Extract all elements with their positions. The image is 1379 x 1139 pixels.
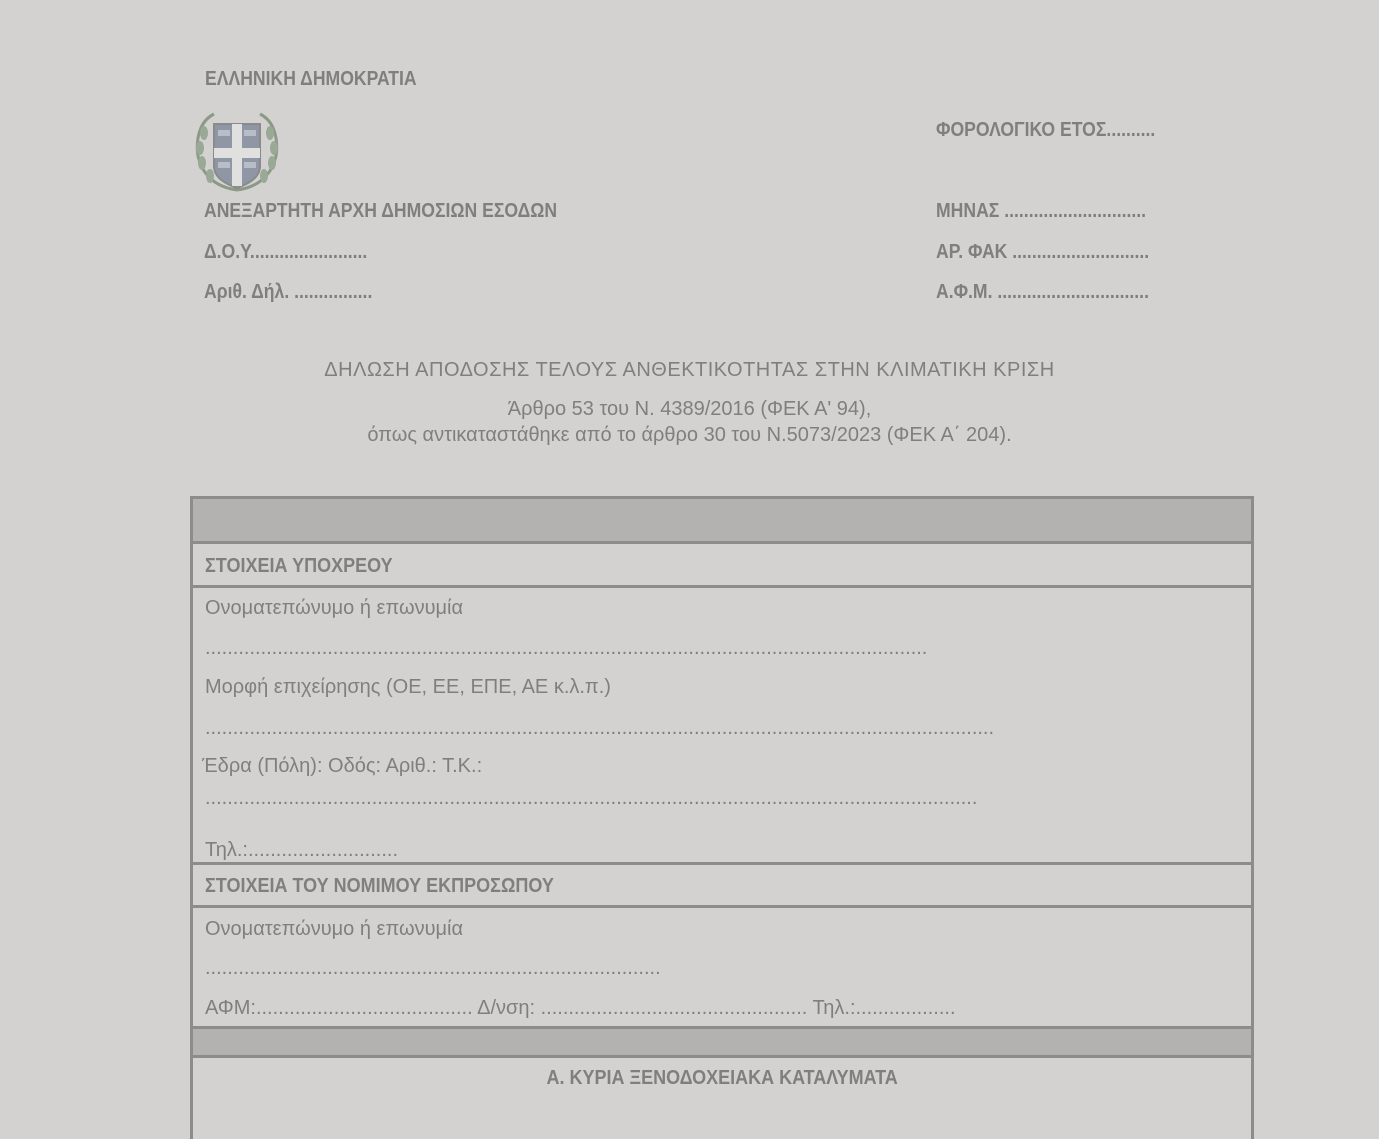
divider (193, 862, 1251, 865)
authority-heading: ΑΝΕΞΑΡΤΗΤΗ ΑΡΧΗ ΔΗΜΟΣΙΩΝ ΕΣΟΔΩΝ (204, 200, 558, 222)
afm-field: Α.Φ.Μ. ............................... (936, 281, 1149, 303)
section-a-heading-text: Α. ΚΥΡΙΑ ΞΕΝΟΔΟΧΕΙΑΚΑ ΚΑΤΑΛΥΜΑΤΑ (546, 1067, 898, 1089)
representative-name-label: Ονοματεπώνυμο ή επωνυμία (205, 918, 464, 940)
file-number-field: ΑΡ. ΦΑΚ ............................ (936, 241, 1150, 263)
representative-contact-fields[interactable]: ΑΦΜ:....................................... Δ/νση: ................................................ Τηλ.:.................. (205, 997, 956, 1019)
obligor-name-input[interactable]: .................................................................................................................................. (205, 637, 928, 659)
obligor-section-heading: ΣΤΟΙΧΕΙΑ ΥΠΟΧΡΕΟΥ (205, 555, 393, 577)
section-separator-band (193, 1026, 1251, 1058)
seat-address-input[interactable]: ........................................................................................................................................... (205, 787, 978, 809)
obligor-phone-field[interactable]: Τηλ.:........................... (205, 839, 399, 861)
business-form-input[interactable]: .............................................................................................................................................. (205, 717, 995, 739)
law-reference-line-2: όπως αντικαταστάθηκε από το άρθρο 30 του Ν.5073/2023 (ΦΕΚ Α΄ 204). (367, 424, 1012, 446)
obligor-name-label: Ονοματεπώνυμο ή επωνυμία (205, 597, 464, 619)
divider (193, 585, 1251, 588)
month-field: ΜΗΝΑΣ ............................. (936, 200, 1147, 222)
tax-year-field: ΦΟΡΟΛΟΓΙΚΟ ΕΤΟΣ.......... (936, 119, 1156, 141)
table-top-band (193, 499, 1251, 544)
section-a-heading (193, 1067, 1251, 1090)
greek-coat-of-arms-icon (192, 108, 282, 194)
representative-name-input[interactable]: .................................................................................. (205, 957, 661, 979)
divider (193, 905, 1251, 908)
doy-field: Δ.Ο.Υ........................ (204, 241, 368, 263)
declaration-number-field: Αριθ. Δήλ. ................ (204, 281, 373, 303)
seat-address-label: Έδρα (Πόλη): Οδός: Αριθ.: Τ.Κ.: (202, 755, 483, 777)
law-reference-line-1: Άρθρο 53 του Ν. 4389/2016 (ΦΕΚ Α' 94), (507, 398, 872, 420)
representative-section-heading: ΣΤΟΙΧΕΙΑ ΤΟΥ ΝΟΜΙΜΟΥ ΕΚΠΡΟΣΩΠΟΥ (205, 875, 554, 897)
document-title: ΔΗΛΩΣΗ ΑΠΟΔΟΣΗΣ ΤΕΛΟΥΣ ΑΝΘΕΚΤΙΚΟΤΗΤΑΣ ΣΤΗΝ ΚΛΙΜΑΤΙΚΗ ΚΡΙΣΗ (324, 359, 1055, 381)
republic-heading: ΕΛΛΗΝΙΚΗ ΔΗΜΟΚΡΑΤΙΑ (205, 68, 417, 90)
declaration-form-table (190, 496, 1254, 1139)
business-form-label: Μορφή επιχείρησης (ΟΕ, ΕΕ, ΕΠΕ, ΑΕ κ.λ.π.) (205, 676, 611, 698)
